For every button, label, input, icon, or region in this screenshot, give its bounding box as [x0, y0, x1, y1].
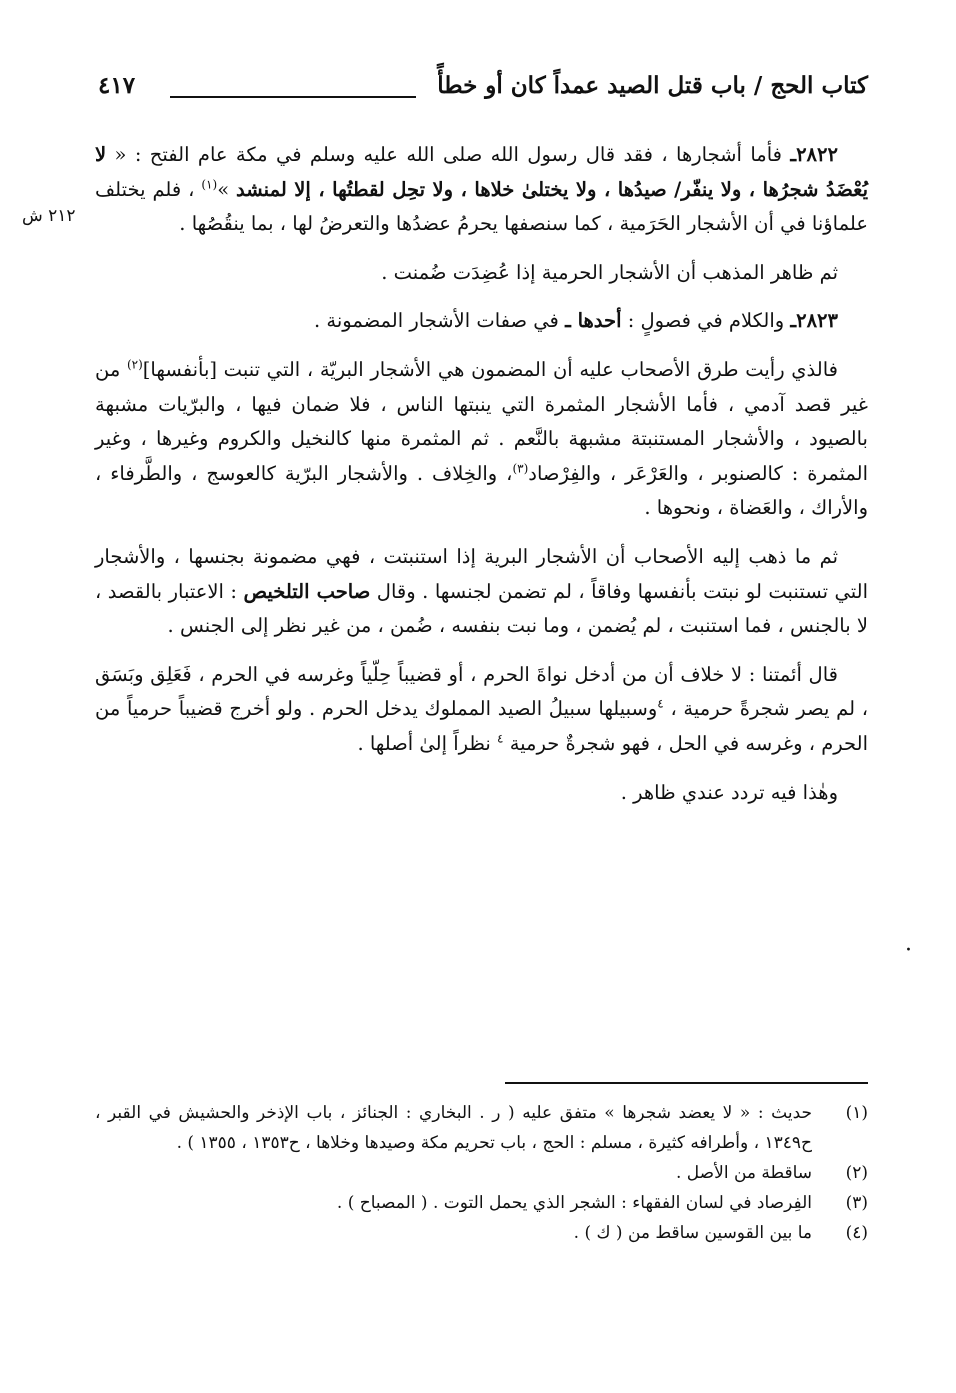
header-title: كتاب الحج / باب قتل الصيد عمداً كان أو خطأً — [437, 72, 868, 99]
text-run: ، فلم يختلف علماؤنا في أن الأشجار الحَرَمية ، كما سنصفها يحرمُ عضدُها والتعرضُ لها ، بما ينقُصُها . — [95, 177, 868, 236]
paragraph: فالذي رأيت طرق الأصحاب عليه أن المضمون هي الأشجار البريّة ، التي تنبت [بأنفسها]$^{(٢)}$ من غير قصد آدمي ، فأما الأشجار المثمرة التي ينبتها الناس ، فلا ضمان فيها ، والبرّيات مشبهة بالصيود ، والأشجار المستنبتة مشبهة بالنَّعم . ثم المثمرة منها كالنخيل والكروم وغيرها ، وغير المثمرة : كالصنوبر ، والعَرْعَر ، والفِرْصاد$^{(٣)}$، والخِلاف . والأشجار البرّية كالعوسج ، والطَّرفاء ، والأراك ، والعَضاة ، ونحوها . — [95, 357, 868, 520]
paragraph-2823 — [95, 304, 868, 339]
footnote-text: ما بين القوسين ساقط من ( ك ) . — [573, 1223, 812, 1243]
bracket-mark: ٤ — [657, 696, 664, 711]
paragraph: وهٰذا فيه تردد عندي ظاهر . — [620, 780, 838, 804]
footnote-text: الفِرصاد في لسان الفقهاء : الشجر الذي يحمل التوت . ( المصباح ) . — [336, 1193, 812, 1213]
footnote-ref[interactable]: (٢) — [126, 357, 143, 372]
footnote-item — [95, 1098, 868, 1158]
footnote-separator — [505, 1082, 868, 1084]
paragraph — [95, 540, 868, 644]
main-text — [95, 138, 868, 824]
footnote-ref[interactable]: (١) — [201, 177, 218, 192]
hadith-quote: لا يُعْضَدُ شجرُها ، ولا ينفّر/ صيدُها ، ولا يختلىٰ خلاها ، ولا تحِل لقطتُها ، إلا لمنشد — [95, 143, 868, 201]
text-run: من غير قصد آدمي ، فأما الأشجار المثمرة التي ينبتها الناس ، فلا ضمان فيها ، والبرّيات مشبهة بالصيود ، والأشجار المستنبتة مشبهة بالنَّعم . ثم المثمرة منها كالنخيل والكروم وغيرها ، وغير المثمرة : كالصنوبر ، والعَرْعَر ، والفِرْصاد — [95, 357, 868, 485]
footnote-number: (١) — [845, 1103, 868, 1123]
footnote-number: (٣) — [845, 1193, 868, 1213]
text-run: ثم ما ذهب إليه الأصحاب أن الأشجار البرية إذا استنبتت ، فهي مضمونة بجنسها ، والأشجار التي تستنبت لو نبتت بأنفسها وفاقاً ، لم تضمن لجنسها . وقال — [95, 544, 869, 603]
footnote-number: (٤) — [845, 1223, 868, 1243]
text-run: » — [217, 177, 230, 201]
text-run: : الاعتبار بالقصد ، لا بالجنس ، فما استنبت ، لم يُضمن ، وما نبت بنفسه ، ضُمن ، من غير نظر إلى الجنس . — [95, 579, 868, 638]
paragraph-2822 — [95, 138, 868, 242]
text-run: قال أئمتنا : لا خلاف أن من أدخل نواةَ الحرم ، أو قضيباً حِلّياً وغرسه في الحرم ، فَعَلِق وبَسَق ، لم يصر شجرةً حرمية ، — [95, 662, 868, 721]
text-run: والكلام في فصولٍ : — [627, 309, 785, 333]
bold-term: أحدها ـ — [565, 309, 622, 333]
footnote-ref[interactable]: (٣) — [512, 461, 529, 476]
footnotes — [95, 1098, 868, 1248]
text-run: فأما أشجارها ، فقد قال رسول الله صلى الله عليه وسلم في مكة عام الفتح : « — [114, 143, 782, 166]
text-run: فالذي رأيت طرق الأصحاب عليه أن المضمون هي الأشجار البريّة ، التي تنبت [بأنفسها] — [142, 357, 838, 381]
footnote-item — [95, 1158, 868, 1188]
footnote-text: ساقطة من الأصل . — [676, 1163, 812, 1183]
text-run: والخِلاف . والأشجار البرّية كالعوسج ، والطَّرفاء ، والأراك ، والعَضاة ، ونحوها . — [95, 461, 868, 520]
footnote-text: حديث : « لا يعضد شجرها » متفق عليه ( ر . البخاري : الجنائز ، باب الإذخر والحشيش في القبر ، ح١٣٤٩ ، وأطرافه كثيرة ، مسلم : الحج ، باب تحريم مكة وصيدها وخلاها ، ح١٣٥٣ ، ١٣٥٥ ) . — [95, 1103, 812, 1153]
text-run: في صفات الأشجار المضمونة . — [313, 309, 559, 333]
section-number: ٢٨٢٣ـ — [790, 309, 838, 333]
margin-manuscript-note: ٢١٢ ش — [22, 206, 76, 226]
bold-term: صاحب التلخيص — [243, 579, 371, 603]
bracket-mark: ٤ — [497, 731, 504, 746]
page-number: ٤١٧ — [98, 72, 136, 99]
footnote-item — [95, 1218, 868, 1248]
paragraph — [95, 658, 868, 762]
section-number: ٢٨٢٢ـ — [790, 143, 838, 166]
running-header — [98, 72, 868, 112]
paragraph: ثم ظاهر المذهب أن الأشجار الحرمية إذا عُضِدَت ضُمنت . — [381, 260, 838, 284]
footnote-item — [95, 1188, 868, 1218]
text-run: وسبيلها سبيلُ الصيد المملوك يدخل الحرم . ولو أخرج قضيباً حرمياً من الحرم ، وغرسه في الحل ، فهو شجرةٌ حرمية — [95, 697, 868, 755]
margin-dot: · — [905, 938, 912, 963]
footnote-number: (٢) — [845, 1163, 868, 1183]
text-run: نظراً إلىٰ أصلها . — [357, 731, 491, 755]
header-rule — [170, 96, 416, 98]
